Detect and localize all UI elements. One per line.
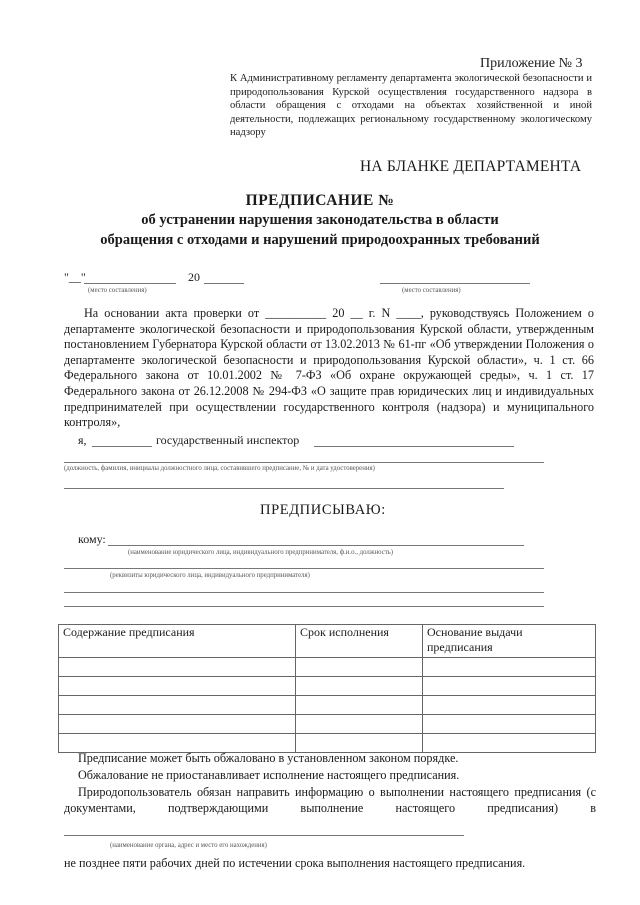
table-cell bbox=[423, 696, 596, 715]
inspector-line-2 bbox=[64, 462, 544, 463]
place-underline bbox=[380, 283, 530, 284]
inspector-caption: (должность, фамилия, инициалы должностного лица, составившего предписание, № и дата удостоверения) bbox=[64, 465, 375, 472]
recipient-underline-1 bbox=[108, 545, 524, 546]
document-subtitle-line2: обращения с отходами и нарушений природоохранных требований bbox=[100, 232, 540, 248]
year-underline bbox=[204, 283, 244, 284]
table-cell bbox=[296, 734, 423, 753]
table-cell bbox=[59, 715, 296, 734]
table-cell bbox=[423, 715, 596, 734]
table-cell bbox=[59, 658, 296, 677]
deadline-note: не позднее пяти рабочих дней по истечении срока выполнения настоящего предписания. bbox=[64, 856, 526, 870]
date-quote-marks: "__" bbox=[64, 270, 86, 284]
inform-paragraph: Природопользователь обязан направить информацию о выполнении настоящего предписания (с документами, подтверждающими выполнение настоящего предписания) в bbox=[64, 785, 596, 815]
no-suspend-note: Обжалование не приостанавливает исполнение настоящего предписания. bbox=[78, 768, 460, 782]
appeal-note: Предписание может быть обжаловано в установленном законом порядке. bbox=[78, 751, 459, 765]
inspector-label: государственный инспектор bbox=[156, 433, 300, 447]
document-title: ПРЕДПИСАНИЕ № bbox=[245, 192, 395, 209]
header-deadline: Срок исполнения bbox=[296, 625, 423, 658]
header-content: Содержание предписания bbox=[59, 625, 296, 658]
basis-paragraph: На основании акта проверки от __________ 20 __ г. N ____, руководствуясь Положением о департаменте экологической безопасности и природопользования Курской области, утвержденным постановлением Губернатора Курской области от 13.02.2013 № 61-пг «Об утверждении Положения о департаменте экологической безопасности и природопользования Курской области», ч. 1 ст. 66 Федерального закона от 10.01.2002 № 7-ФЗ «Об охране окружающей среды», ч. 1 ст. 17 Федерального закона от 26.12.2008 № 294-ФЗ «О защите прав юридических лиц и индивидуальных предпринимателей при осуществлении государственного контроля (надзора) и муниципального контроля», bbox=[64, 306, 594, 430]
recipient-underline-4 bbox=[64, 606, 544, 607]
authority-underline bbox=[64, 835, 464, 836]
recipient-label: кому: bbox=[78, 532, 106, 546]
table-row bbox=[59, 658, 596, 677]
authority-caption: (наименование органа, адрес и место его нахождения) bbox=[110, 842, 267, 849]
table-cell bbox=[59, 677, 296, 696]
date-underline bbox=[84, 283, 176, 284]
recipient-caption-2: (реквизиты юридического лица, индивидуального предпринимателя) bbox=[110, 572, 310, 579]
table-row bbox=[59, 696, 596, 715]
table-cell bbox=[296, 715, 423, 734]
recipient-caption-1: (наименование юридического лица, индивидуального предпринимателя, ф.и.о., должность) bbox=[128, 549, 394, 556]
letterhead-note: НА БЛАНКЕ ДЕПАРТАМЕНТА bbox=[360, 158, 582, 175]
table-cell bbox=[296, 696, 423, 715]
document-subtitle-line1: об устранении нарушения законодательства в области bbox=[141, 212, 499, 228]
recipient-underline-3 bbox=[64, 592, 544, 593]
header-basis: Основание выдачи предписания bbox=[423, 625, 596, 658]
table-row bbox=[59, 734, 596, 753]
table-cell bbox=[423, 677, 596, 696]
prescription-table bbox=[58, 624, 596, 753]
date-left-caption: (место составления) bbox=[88, 287, 147, 294]
table-header-row bbox=[59, 625, 596, 658]
table-row bbox=[59, 715, 596, 734]
table-cell bbox=[59, 734, 296, 753]
date-year: 20 bbox=[188, 270, 200, 284]
table-cell bbox=[423, 734, 596, 753]
table-cell bbox=[423, 658, 596, 677]
table-row bbox=[59, 677, 596, 696]
date-right-caption: (место составления) bbox=[402, 287, 461, 294]
inspector-pre-underline bbox=[92, 446, 152, 447]
recipient-underline-2 bbox=[64, 568, 544, 569]
table-cell bbox=[296, 658, 423, 677]
order-heading: ПРЕДПИСЫВАЮ: bbox=[260, 502, 386, 518]
table-cell bbox=[296, 677, 423, 696]
inspector-name-underline bbox=[314, 446, 514, 447]
table-cell bbox=[59, 696, 296, 715]
appendix-text: К Административному регламенту департамента экологической безопасности и природопользования Курской осуществления государственного надзора в области обращения с отходами на объектах хозяйственной и иной деятельности, подлежащих региональному государственному экологическому надзору bbox=[230, 73, 592, 139]
appendix-title: Приложение № 3 bbox=[480, 56, 583, 71]
inspector-line-3 bbox=[64, 488, 504, 489]
inspector-prefix: я, bbox=[78, 433, 87, 447]
